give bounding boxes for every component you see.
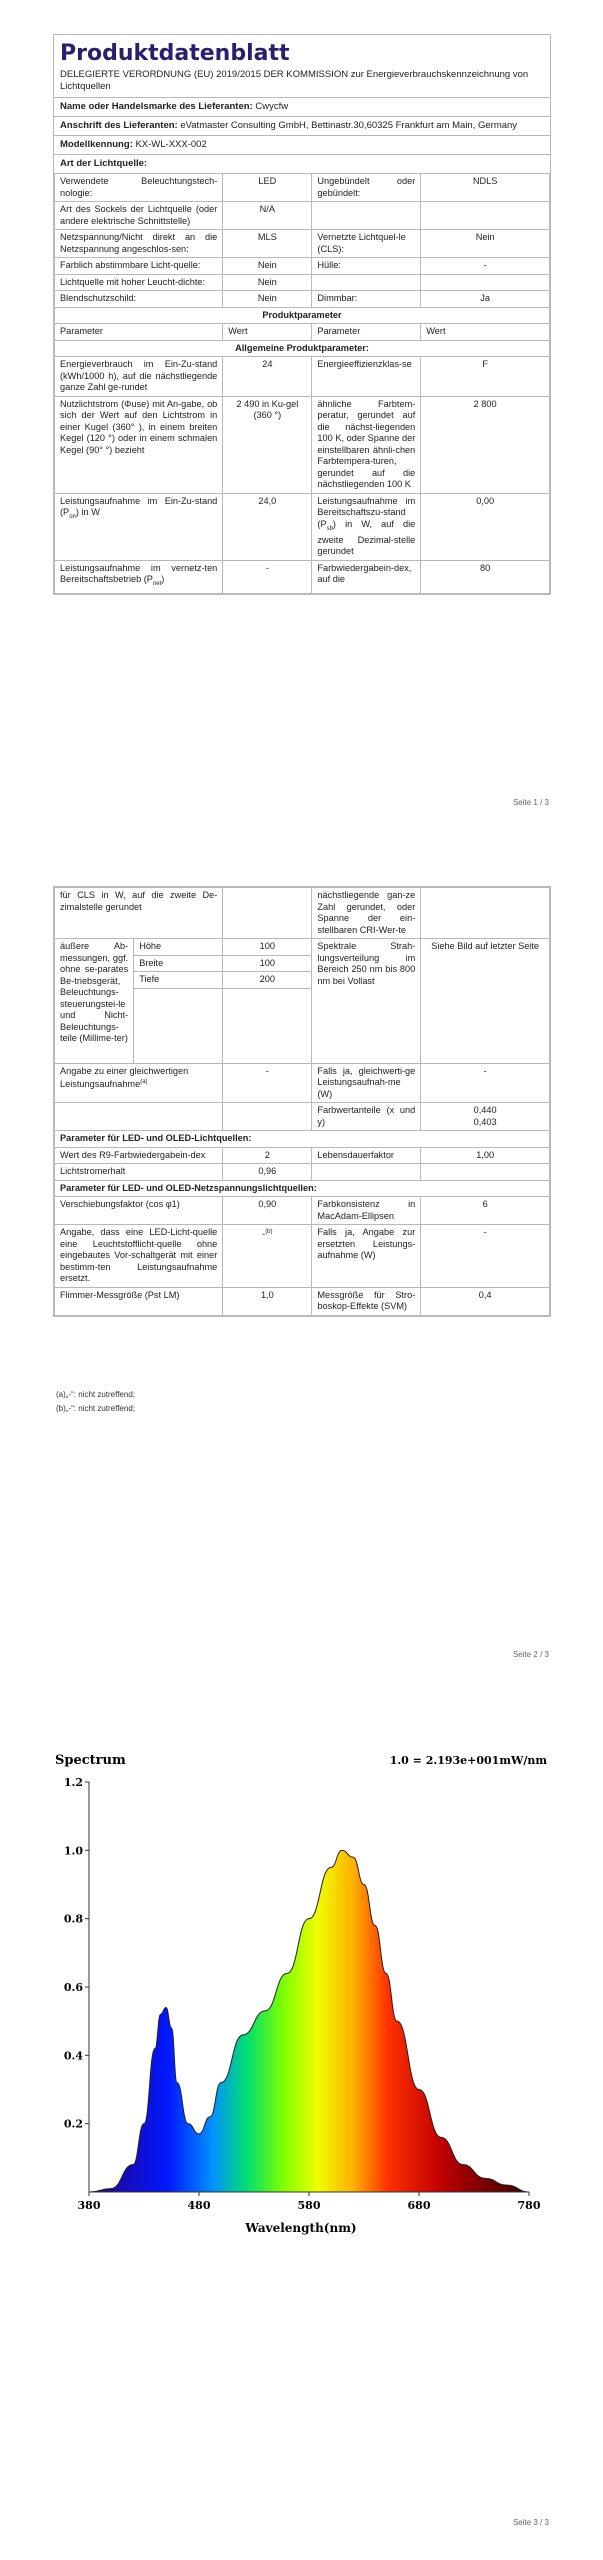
cell-label: Art des Sockels der Lichtquelle (oder andere elektrische Schnittstelle) (55, 202, 223, 230)
cell-value: 0,96 (223, 1164, 312, 1181)
cell-value: 24,0 (223, 493, 312, 560)
table-row (55, 357, 550, 397)
supplier-name-row (54, 97, 550, 116)
cell-value (223, 1225, 312, 1288)
cell-value: 2 (223, 1147, 312, 1164)
dim-width-value: 100 (223, 955, 312, 972)
x-tick-label: 380 (77, 2199, 101, 2212)
table-row (55, 396, 550, 493)
model-row (54, 135, 550, 154)
cell-label: Falls ja, gleichwerti-ge Leistungsaufnah-me (W) (312, 1063, 421, 1103)
page-1 (0, 0, 603, 850)
table-row (55, 230, 550, 258)
y-tick-label: 1.0 (63, 1844, 83, 1858)
claim-value: - (262, 1229, 266, 1240)
x-tick-label: 580 (297, 2199, 321, 2212)
table-row (55, 340, 550, 357)
cell-label: ähnliche Farbtem-peratur, gerundet auf die nächst-liegenden 100 K, oder Spanne der einstellbaren ähnli-chen Farbtempera-turen, gerundet auf die nächstliegenden 100 K (312, 396, 421, 493)
table-row (55, 1197, 550, 1225)
cell-value: 1,0 (223, 1287, 312, 1315)
footnote-b: (b)„-“: nicht zutreffend; (56, 1404, 135, 1413)
supplier-address: eVatmaster Consulting GmbH, Bettinastr.30,60325 Frankfurt am Main, Germany (180, 120, 518, 131)
table-row (55, 1147, 550, 1164)
cell-label: Dimmbar: (312, 291, 421, 308)
header-value: Wert (223, 324, 312, 341)
cell-label (312, 202, 421, 230)
light-source-type-heading: Art der Lichtquelle: (54, 154, 550, 173)
chromaticity-label: Farbwertanteile (x und y) (312, 1103, 421, 1131)
cell-value: 2 800 (421, 396, 550, 493)
supplier-address-row (54, 116, 550, 135)
cell-value: - (421, 258, 550, 275)
spectrum-svg (53, 1752, 549, 2242)
dim-height-value: 100 (223, 939, 312, 956)
spectrum-scale-note: 1.0 = 2.193e+001mW/nm (389, 1754, 547, 1767)
cell-value (223, 1103, 312, 1131)
cell-value: - (223, 1063, 312, 1103)
page-number: Seite 2 / 3 (512, 1650, 549, 1659)
cell-label: Lichtquelle mit hoher Leucht-dichte: (55, 274, 223, 291)
cell-label: Energieeffizienzklas-se (312, 357, 421, 397)
dim-depth-value: 200 (223, 972, 312, 989)
cell-label: Leistungsaufnahme im Ein-Zu-stand $(P_{on})$ in W (55, 493, 223, 560)
table-header-row (55, 324, 550, 341)
cell-label: Nutzlichtstrom (Φuse) mit An-gabe, ob sich der Wert auf den Lichtstrom in einer Kugel (360° ), in einem breiten Kegel (120 °) oder in einem schmalen Kegel (90° °) bezieht (55, 396, 223, 493)
cell-value (421, 1164, 550, 1181)
table-row (55, 493, 550, 560)
general-params-heading: Allgemeine Produktparameter: (55, 340, 550, 357)
cell-value (421, 274, 550, 291)
light-source-type-table (54, 173, 550, 594)
table-row (55, 1164, 550, 1181)
cell-label: Angabe, dass eine LED-Licht-quelle eine Leuchtstofflicht-quelle ohne eingebautes Vor-schaltgerät mit einer bestimm-ten Leistungsaufnahme ersetzt. (55, 1225, 223, 1288)
cell-value: LED (223, 174, 312, 202)
footnotes (56, 1388, 135, 1416)
y-axis (64, 1776, 89, 2131)
table-row (55, 174, 550, 202)
y-tick-label: 0.4 (63, 2049, 83, 2063)
dim-spacer (223, 988, 312, 1063)
page-number: Seite 3 / 3 (512, 2518, 549, 2527)
cell-label (55, 1063, 223, 1103)
x-axis (78, 2192, 541, 2212)
cell-label: für CLS in W, auf die zweite De-zimalstelle gerundet (55, 888, 223, 939)
cell-value: 0,00 (421, 493, 550, 560)
supplier-address-label: Anschrift des Lieferanten: (60, 120, 178, 131)
cell-value: Ja (421, 291, 550, 308)
cell-value: N/A (223, 202, 312, 230)
cell-label: Flimmer-Messgröße (Pst LM) (55, 1287, 223, 1315)
cell-value (421, 202, 550, 230)
dim-height-label: Höhe (134, 939, 223, 956)
x-tick-label: 680 (407, 2199, 431, 2212)
cell-value (421, 888, 550, 939)
table-row (55, 560, 550, 593)
dim-spacer (134, 988, 223, 1063)
cell-label: nächstliegende gan-ze Zahl gerundet, oder Spanne der ein-stellbaren CRI-Wer-te (312, 888, 421, 939)
dim-depth-label: Tiefe (134, 972, 223, 989)
product-params-heading: Produktparameter (55, 307, 550, 324)
cell-value: Nein (223, 291, 312, 308)
x-axis-label: Wavelength(nm) (245, 2221, 357, 2235)
cell-value: Nein (421, 230, 550, 258)
table-row (55, 274, 550, 291)
cell-label: Blendschutzschild: (55, 291, 223, 308)
cell-label: Leistungsaufnahme im Bereitschaftszu-stand $(P_{sb})$ in W, auf die zweite Dezimal-stelle gerundet (312, 493, 421, 560)
model-id: KX-WL-XXX-002 (135, 139, 207, 150)
table-row (55, 1063, 550, 1103)
model-label: Modellkennung: (60, 139, 133, 150)
table-row (55, 291, 550, 308)
cell-label: Falls ja, Angabe zur ersetzten Leistungs-aufnahme (W) (312, 1225, 421, 1288)
cell-value: - (223, 560, 312, 593)
mains-params-heading: Parameter für LED- und OLED-Netzspannungslichtquellen: (55, 1180, 550, 1197)
cell-label: Leistungsaufnahme im vernetz-ten Bereitschaftsbetrieb $(P_{net})$ (55, 560, 223, 593)
cell-label: Vernetzte Lichtquel-le (CLS): (312, 230, 421, 258)
outer-dimensions-label: äußere Ab-messungen, ggf. ohne se-parates Be-triebsgerät, Beleuchtungs-steuerungstei-le und Nicht-Beleuchtungs-teile (Millime-ter) (55, 939, 134, 1064)
cell-label (312, 1164, 421, 1181)
cell-value: 24 (223, 357, 312, 397)
cell-label: Wert des R9-Farbwiedergabein-dex (55, 1147, 223, 1164)
regulation-text: DELEGIERTE VERORDNUNG (EU) 2019/2015 DER KOMMISSION zur Energieverbrauchskennzeichnung von Lichtquellen (60, 69, 529, 92)
x-tick-label: 480 (187, 2199, 211, 2212)
footnote-a: (a)„-“: nicht zutreffend; (56, 1390, 135, 1399)
table-row (55, 1225, 550, 1288)
table-row (55, 307, 550, 324)
footnote-marker: (a) (140, 1079, 148, 1085)
footnote-marker: (b) (265, 1229, 273, 1235)
equivalent-power-label: Angabe zu einer gleichwertigen Leistungsaufnahme (60, 1065, 189, 1090)
y-tick-label: 0.6 (63, 1981, 83, 1994)
cell-label: Energieverbrauch im Ein-Zu-stand (kWh/1000 h), auf die nächstliegende ganze Zahl ge-rundet (55, 357, 223, 397)
cell-label (312, 274, 421, 291)
cell-value: - (421, 1225, 550, 1288)
cell-label: Verschiebungsfaktor (cos φ1) (55, 1197, 223, 1225)
table-row (55, 202, 550, 230)
header-parameter: Parameter (312, 324, 421, 341)
table-row (55, 1103, 550, 1131)
cell-value: F (421, 357, 550, 397)
datasheet-page-2 (53, 886, 551, 1317)
cell-label: Hülle: (312, 258, 421, 275)
cell-value: 80 (421, 560, 550, 593)
chromaticity-x: 0,440 (473, 1105, 497, 1115)
cell-value: MLS (223, 230, 312, 258)
cell-value: NDLS (421, 174, 550, 202)
supplier-name: Cwycfw (255, 101, 289, 112)
page-2 (0, 850, 603, 1700)
cell-value: Nein (223, 274, 312, 291)
x-tick-label: 780 (517, 2199, 541, 2212)
table-row (55, 939, 550, 956)
page-number: Seite 1 / 3 (512, 798, 549, 807)
chromaticity-y: 0,403 (473, 1116, 497, 1127)
spectral-value: Siehe Bild auf letzter Seite (421, 939, 550, 1064)
cell-value: 0,4 (421, 1287, 550, 1315)
datasheet-page-1 (53, 34, 551, 595)
cell-label: Netzspannung/Nicht direkt an die Netzspannung angeschlos-sen: (55, 230, 223, 258)
header-parameter: Parameter (55, 324, 223, 341)
params-table-continued (54, 887, 550, 1316)
cell-label: Lebensdauerfaktor (312, 1147, 421, 1164)
cell-label: Ungebündelt oder gebündelt: (312, 174, 421, 202)
cell-value (223, 888, 312, 939)
table-row (55, 1131, 550, 1148)
header-value: Wert (421, 324, 550, 341)
table-row (55, 1287, 550, 1315)
chromaticity-value (421, 1103, 550, 1131)
y-tick-label: 0.8 (63, 1912, 83, 1926)
spectral-label: Spektrale Strah-lungsverteilung im Bereich 250 nm bis 800 nm bei Vollast (312, 939, 421, 1064)
document-title: Produktdatenblatt (60, 41, 290, 66)
cell-label: Messgröße für Stro-boskop-Effekte (SVM) (312, 1287, 421, 1315)
spectrum-chart (53, 1752, 549, 2242)
cell-label (55, 1103, 223, 1131)
cell-value: 2 490 in Ku-gel (360 °) (223, 396, 312, 493)
table-row (55, 258, 550, 275)
spectrum-area (89, 1850, 529, 2192)
table-row (55, 1180, 550, 1197)
supplier-name-label: Name oder Handelsmarke des Lieferanten: (60, 101, 253, 112)
cell-label: Farblich abstimmbare Licht-quelle: (55, 258, 223, 275)
cell-value: Nein (223, 258, 312, 275)
cell-label: Farbwiedergabein-dex, auf die (312, 560, 421, 593)
cell-value: 1,00 (421, 1147, 550, 1164)
led-params-heading: Parameter für LED- und OLED-Lichtquellen: (55, 1131, 550, 1148)
table-row (55, 888, 550, 939)
dim-width-label: Breite (134, 955, 223, 972)
cell-label: Verwendete Beleuchtungstech-nologie: (55, 174, 223, 202)
y-tick-label: 0.2 (63, 2117, 83, 2131)
spectrum-title: Spectrum (55, 1753, 126, 1768)
cell-value: - (421, 1063, 550, 1103)
cell-value: 6 (421, 1197, 550, 1225)
cell-value: 0,90 (223, 1197, 312, 1225)
cell-label: Farbkonsistenz in MacAdam-Ellipsen (312, 1197, 421, 1225)
y-tick-label: 1.2 (63, 1776, 83, 1789)
cell-label: Lichtstromerhalt (55, 1164, 223, 1181)
